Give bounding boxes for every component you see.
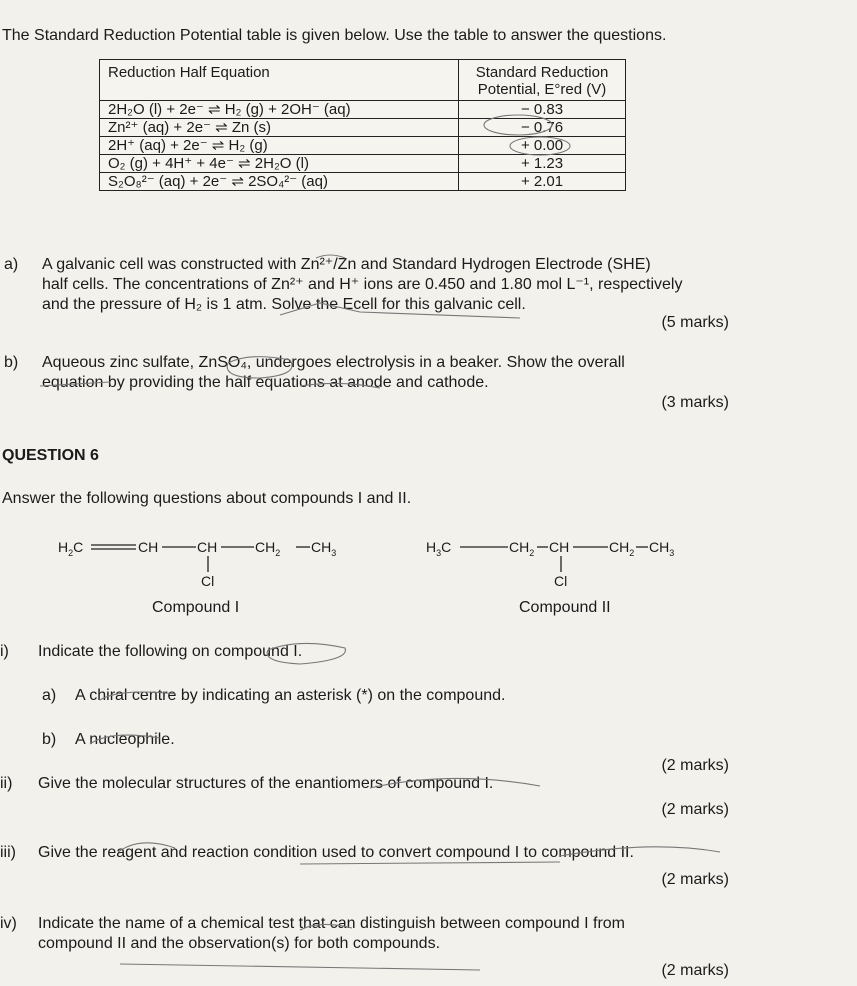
part-b-label: b) bbox=[4, 354, 19, 371]
compound2-structure bbox=[426, 528, 726, 628]
row-potential: − 0.76 bbox=[459, 119, 626, 137]
part-a-label: a) bbox=[4, 256, 19, 273]
part-a-line2: half cells. The concentrations of Zn²⁺ and H⁺ ions are 0.450 and 1.80 mol L⁻¹, respectively bbox=[42, 276, 683, 293]
row-potential: + 1.23 bbox=[459, 155, 626, 173]
row-potential: + 0.00 bbox=[459, 137, 626, 155]
row-equation: 2H⁺ (aq) + 2e⁻ ⇌ H₂ (g) bbox=[100, 137, 459, 155]
header-potential-line1: Standard Reduction bbox=[475, 64, 609, 81]
q6-i-b-label: b) bbox=[42, 731, 57, 748]
table-row bbox=[100, 155, 626, 173]
row-equation: Zn²⁺ (aq) + 2e⁻ ⇌ Zn (s) bbox=[100, 119, 459, 137]
q6-iv-label: iv) bbox=[0, 915, 17, 932]
table-header-row bbox=[100, 60, 626, 101]
q6-iii-text: Give the reagent and reaction condition used to convert compound I to compound II. bbox=[38, 844, 634, 861]
row-potential: − 0.83 bbox=[459, 101, 626, 119]
header-potential-line2: Potential, E°red (V) bbox=[477, 81, 607, 98]
compound1-label: Compound I bbox=[152, 599, 240, 616]
reduction-potential-table bbox=[99, 59, 626, 191]
row-potential: + 2.01 bbox=[459, 173, 626, 191]
header-potential bbox=[459, 60, 626, 101]
atom-ch: CH bbox=[138, 539, 159, 555]
q6-i-text: Indicate the following on compound I. bbox=[38, 643, 303, 660]
q6-ii-label: ii) bbox=[0, 775, 13, 792]
q6-iii-marks: (2 marks) bbox=[661, 871, 729, 888]
q6-iii-label: iii) bbox=[0, 844, 16, 861]
intro-text: The Standard Reduction Potential table is given below. Use the table to answer the questions. bbox=[2, 27, 667, 44]
part-b-line2: equation by providing the half equations at anode and cathode. bbox=[42, 374, 489, 391]
compound2-bonds bbox=[426, 528, 726, 598]
q6-i-a-text: A chiral centre by indicating an asterisk (*) on the compound. bbox=[75, 687, 506, 704]
compound2-chlorine: Cl bbox=[554, 573, 568, 589]
question6-instruction: Answer the following questions about compounds I and II. bbox=[2, 490, 412, 507]
q6-iv-line1: Indicate the name of a chemical test that can distinguish between compound I from bbox=[38, 915, 625, 932]
q6-i-a-label: a) bbox=[42, 687, 57, 704]
table-row bbox=[100, 137, 626, 155]
atom-h3c: $H_3C$ bbox=[426, 539, 452, 558]
part-b-marks: (3 marks) bbox=[661, 394, 729, 411]
part-a-line1: A galvanic cell was constructed with Zn²⁺/Zn and Standard Hydrogen Electrode (SHE) bbox=[42, 256, 651, 273]
row-equation: 2H₂O (l) + 2e⁻ ⇌ H₂ (g) + 2OH⁻ (aq) bbox=[100, 101, 459, 119]
q6-i-marks: (2 marks) bbox=[661, 757, 729, 774]
table-row bbox=[100, 101, 626, 119]
part-a-marks: (5 marks) bbox=[661, 314, 729, 331]
row-equation: S₂O₈²⁻ (aq) + 2e⁻ ⇌ 2SO₄²⁻ (aq) bbox=[100, 173, 459, 191]
part-b-line1: Aqueous zinc sulfate, ZnSO₄, undergoes electrolysis in a beaker. Show the overall bbox=[42, 354, 625, 371]
atom-ch-chiral: CH bbox=[197, 539, 218, 555]
table-row bbox=[100, 119, 626, 137]
q6-ii-text: Give the molecular structures of the enantiomers of compound I. bbox=[38, 775, 494, 792]
atom-ch2: $CH_2$ bbox=[255, 539, 281, 558]
table-row bbox=[100, 173, 626, 191]
atom-ch3: $CH_3$ bbox=[649, 539, 675, 558]
q6-i-b-text: A nucleophile. bbox=[75, 731, 175, 748]
q6-ii-marks: (2 marks) bbox=[661, 801, 729, 818]
part-a-line3: and the pressure of H₂ is 1 atm. Solve the Ecell for this galvanic cell. bbox=[42, 296, 526, 313]
question6-heading: QUESTION 6 bbox=[2, 447, 99, 464]
q6-i-label: i) bbox=[0, 643, 9, 660]
compound1-chlorine: Cl bbox=[201, 573, 215, 589]
atom-ch2: $CH_2$ bbox=[509, 539, 535, 558]
atom-ch2: $CH_2$ bbox=[609, 539, 635, 558]
atom-h2c: $H_2C$ bbox=[58, 539, 84, 558]
atom-ch3: $CH_3$ bbox=[311, 539, 337, 558]
q6-iv-line2: compound II and the observation(s) for both compounds. bbox=[38, 935, 441, 952]
atom-ch: CH bbox=[549, 539, 570, 555]
q6-iv-marks: (2 marks) bbox=[661, 962, 729, 979]
row-equation: O₂ (g) + 4H⁺ + 4e⁻ ⇌ 2H₂O (l) bbox=[100, 155, 459, 173]
header-equation: Reduction Half Equation bbox=[100, 60, 459, 101]
compound2-label: Compound II bbox=[519, 599, 611, 616]
compound1-structure bbox=[58, 528, 368, 628]
